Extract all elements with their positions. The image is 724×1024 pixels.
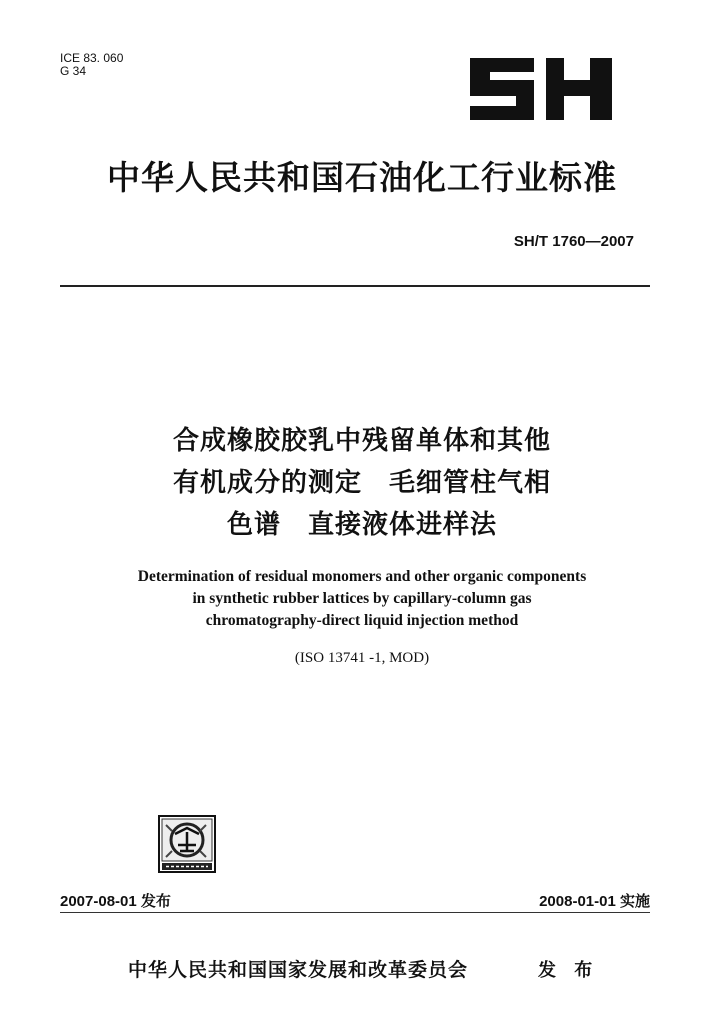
english-title	[0, 566, 724, 632]
sh-logo	[470, 58, 612, 120]
ccs-code: G 34	[60, 64, 87, 78]
footer-divider	[60, 912, 650, 913]
publisher-name: 中华人民共和国国家发展和改革委员会	[128, 959, 469, 981]
publish-label: 发 布	[538, 960, 599, 981]
logo-letter-h	[546, 58, 612, 120]
chinese-title-line: 合成橡胶胶乳中残留单体和其他	[172, 426, 551, 456]
standard-number: SH/T 1760—2007	[513, 233, 634, 250]
chinese-title-line: 色谱 直接液体进样法	[226, 510, 497, 540]
header-divider	[60, 285, 650, 287]
english-title-line: in synthetic rubber lattices by capillary-column gas	[192, 590, 532, 607]
classification-codes	[60, 52, 123, 78]
implementation-date: 2008-01-01 实施	[539, 893, 650, 910]
chinese-title-line: 有机成分的测定 毛细管柱气相	[172, 468, 551, 498]
chinese-title	[0, 420, 724, 546]
english-title-line: chromatography-direct liquid injection method	[205, 612, 519, 629]
issue-date: 2007-08-01 发布	[60, 893, 171, 910]
publisher-seal-icon	[158, 815, 216, 873]
english-title-line: Determination of residual monomers and other organic components	[137, 568, 587, 585]
iso-reference: (ISO 13741 -1, MOD)	[294, 650, 430, 666]
logo-letter-s	[470, 58, 534, 120]
ics-code: ICE 83. 060	[60, 51, 124, 65]
industry-standard-title: 中华人民共和国石油化工行业标准	[107, 158, 617, 197]
